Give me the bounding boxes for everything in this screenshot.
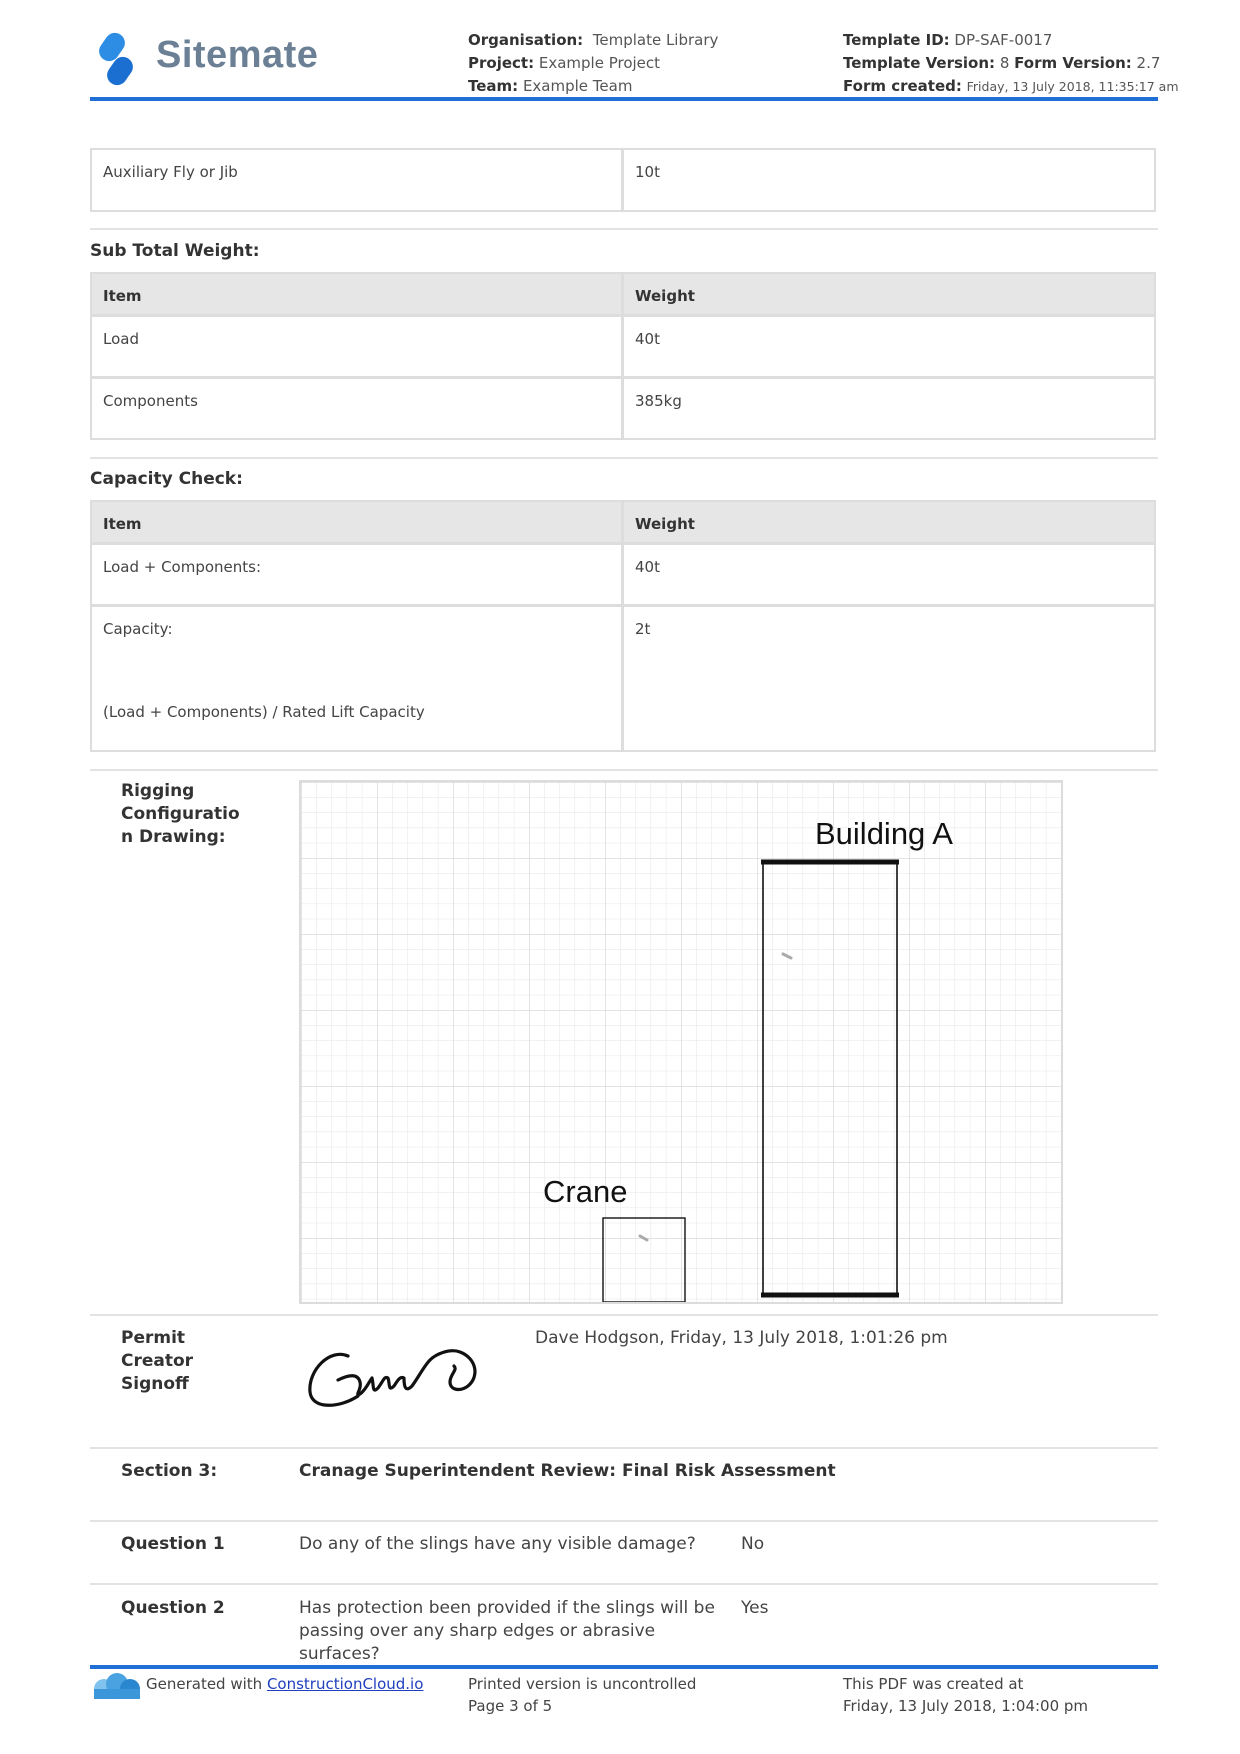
section-3-title: Cranage Superintendent Review: Final Risk Assessment (299, 1461, 836, 1481)
organisation-label: Organisation: (468, 31, 584, 49)
question-2-answer: Yes (741, 1598, 769, 1618)
capacity-row-2-item: Capacity: (103, 620, 173, 638)
form-created-value: Friday, 13 July 2018, 11:35:17 am (966, 79, 1179, 94)
section-divider (90, 1314, 1158, 1316)
column-divider (621, 502, 624, 750)
signoff-label-line-3: Signoff (121, 1374, 189, 1394)
sub-total-table (90, 272, 1156, 440)
sub-total-title: Sub Total Weight: (90, 241, 260, 261)
footer-created-value: Friday, 13 July 2018, 1:04:00 pm (843, 1697, 1089, 1715)
column-divider (621, 274, 624, 438)
team-label: Team: (468, 77, 519, 95)
question-2-text-line-1: Has protection been provided if the slings will be (299, 1598, 715, 1618)
signature-image (300, 1330, 490, 1416)
template-id-value: DP-SAF-0017 (954, 31, 1053, 49)
drawing-label-line-3: n Drawing: (121, 827, 226, 847)
organisation-value: Template Library (592, 31, 719, 49)
aux-item-cell: Auxiliary Fly or Jib (103, 163, 238, 181)
sub-total-col-item: Item (103, 287, 142, 305)
section-divider (90, 1583, 1158, 1585)
form-version-value: 2.7 (1136, 54, 1161, 72)
drawing-label-line-1: Rigging (121, 781, 195, 801)
section-divider (90, 228, 1158, 230)
project-label: Project: (468, 54, 535, 72)
question-1-text: Do any of the slings have any visible damage? (299, 1534, 696, 1554)
question-2-text-line-3: surfaces? (299, 1644, 380, 1664)
question-2-text-line-2: passing over any sharp edges or abrasive (299, 1621, 656, 1641)
header-template-info (843, 29, 1179, 98)
capacity-table (90, 500, 1156, 752)
rigging-drawing-canvas (299, 780, 1063, 1304)
footer-uncontrolled: Printed version is uncontrolled (468, 1675, 697, 1693)
sub-total-row-1-weight: 40t (635, 330, 660, 348)
construction-cloud-link[interactable]: ConstructionCloud.io (266, 1675, 424, 1693)
header-org-info (468, 29, 718, 98)
footer-rule (90, 1665, 1158, 1669)
construction-cloud-icon (90, 1673, 142, 1699)
brand-name: Sitemate (156, 34, 319, 76)
drawing-label (121, 780, 240, 849)
aux-weight-cell: 10t (635, 163, 660, 181)
question-2-label: Question 2 (121, 1598, 225, 1618)
sub-total-row-2-item: Components (103, 392, 198, 410)
section-divider (90, 769, 1158, 771)
rigging-drawing (301, 782, 1061, 1302)
header-rule (90, 97, 1158, 101)
template-id-label: Template ID: (843, 31, 950, 49)
signoff-label-line-1: Permit (121, 1328, 186, 1348)
footer-page-number: Page 3 of 5 (468, 1697, 553, 1715)
footer-generated-prefix: Generated with (146, 1675, 267, 1693)
footer-generated (146, 1673, 423, 1695)
template-version-value: 8 (999, 54, 1010, 72)
sub-total-row-1-item: Load (103, 330, 139, 348)
template-version-label: Template Version: (843, 54, 996, 72)
capacity-col-weight: Weight (635, 515, 695, 533)
section-divider (90, 457, 1158, 459)
sitemate-logo-icon (92, 30, 140, 88)
signoff-label-line-2: Creator (121, 1351, 194, 1371)
form-version-label: Form Version: (1014, 54, 1132, 72)
section-divider (90, 1447, 1158, 1449)
footer-center (468, 1673, 696, 1717)
team-value: Example Team (522, 77, 633, 95)
signoff-label (121, 1327, 193, 1396)
section-divider (90, 1520, 1158, 1522)
capacity-row-2-weight: 2t (635, 620, 651, 638)
crane-label: Crane (543, 1174, 628, 1209)
capacity-row-1-weight: 40t (635, 558, 660, 576)
sub-total-col-weight: Weight (635, 287, 695, 305)
question-1-label: Question 1 (121, 1534, 225, 1554)
signoff-details: Dave Hodgson, Friday, 13 July 2018, 1:01:26 pm (535, 1328, 948, 1348)
question-1-answer: No (741, 1534, 765, 1554)
aux-table (90, 148, 1156, 212)
project-value: Example Project (538, 54, 661, 72)
sitemate-logo (92, 28, 352, 92)
form-created-label: Form created: (843, 77, 962, 95)
question-2-text (299, 1597, 715, 1666)
section-3-label: Section 3: (121, 1461, 218, 1481)
footer-created-label: This PDF was created at (843, 1675, 1024, 1693)
grid-background (301, 782, 1061, 1302)
capacity-title: Capacity Check: (90, 469, 243, 489)
footer-right (843, 1673, 1088, 1717)
drawing-label-line-2: Configuratio (121, 804, 240, 824)
capacity-col-item: Item (103, 515, 142, 533)
building-label: Building A (815, 816, 953, 851)
capacity-row-1-item: Load + Components: (103, 558, 262, 576)
sub-total-row-2-weight: 385kg (635, 392, 682, 410)
capacity-row-2-note: (Load + Components) / Rated Lift Capacity (103, 703, 425, 721)
